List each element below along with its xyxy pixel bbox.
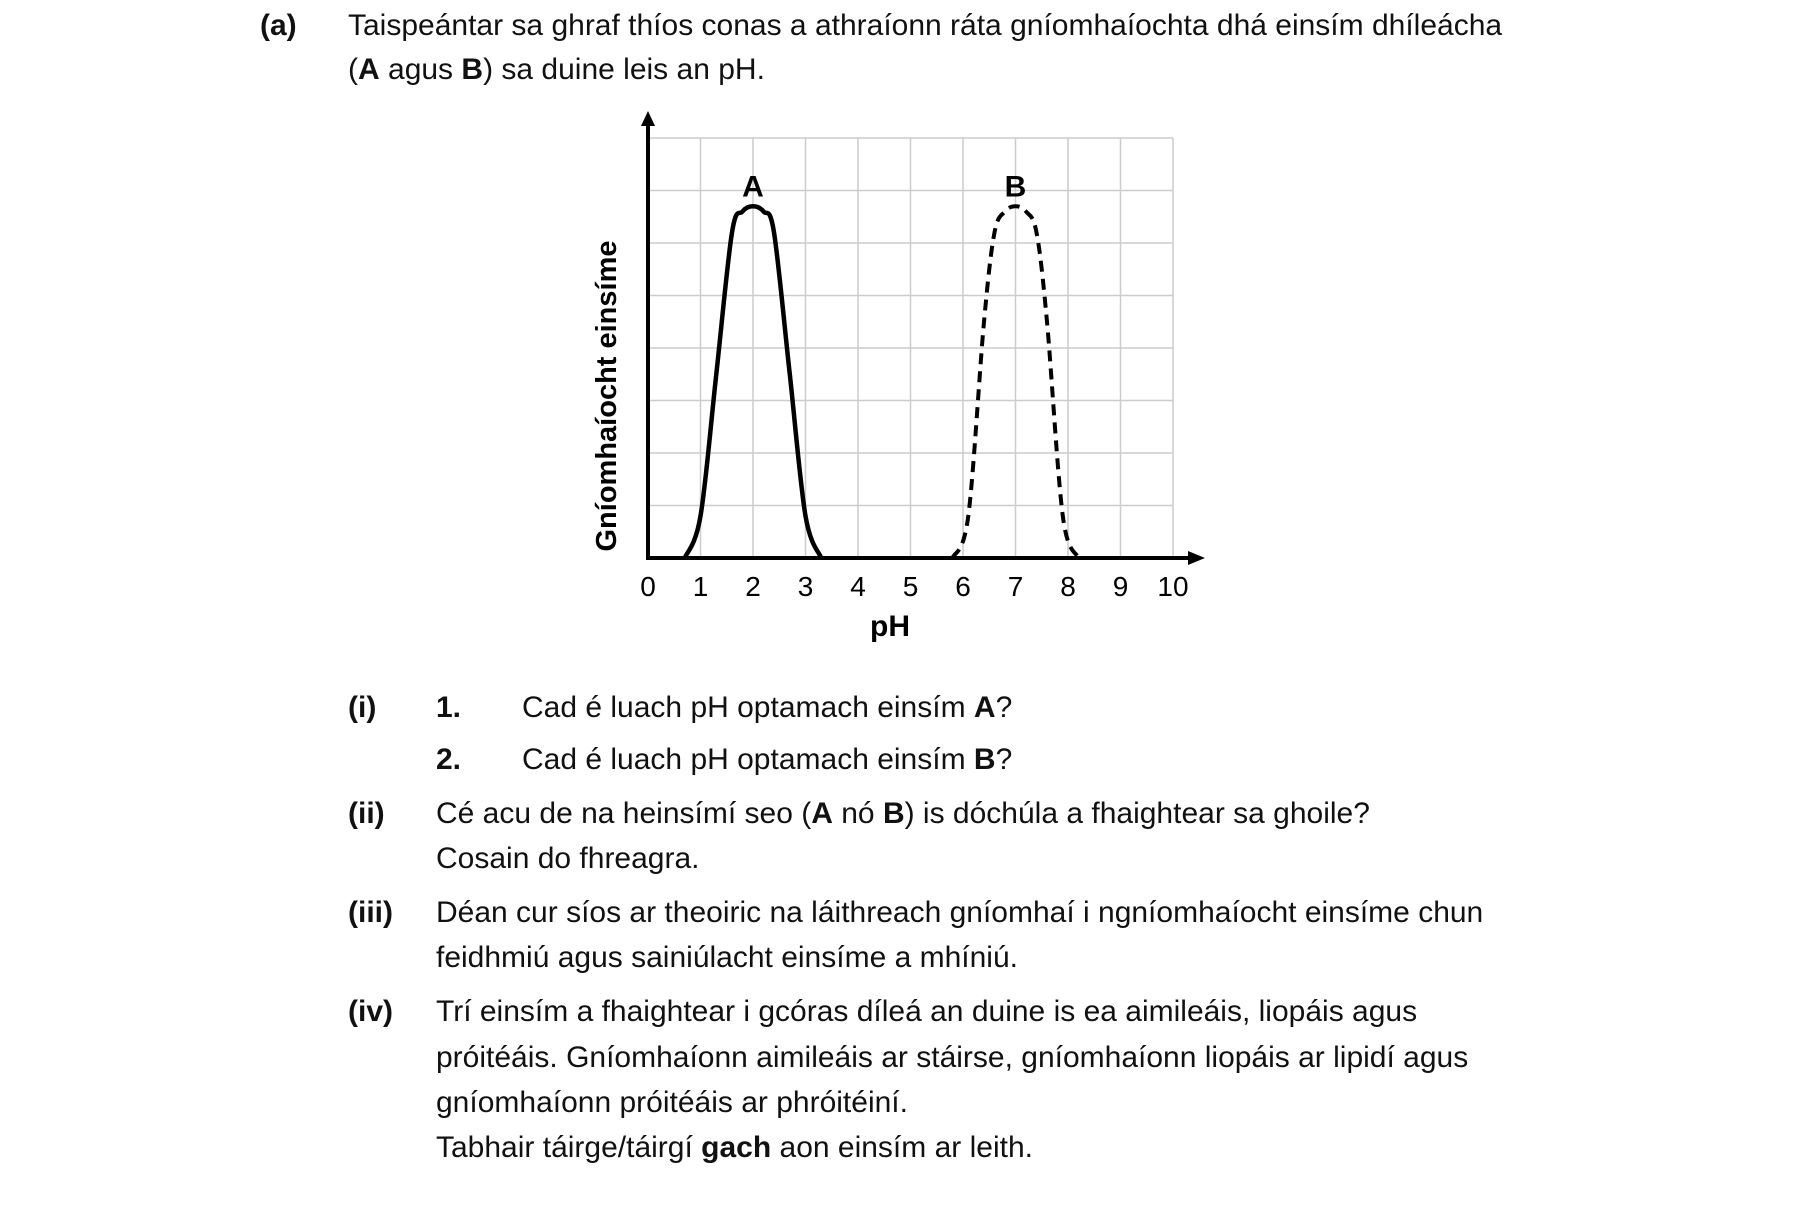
x-tick-label: 1	[692, 571, 709, 602]
question-i-2-number: 2.	[436, 743, 462, 776]
intro-line-1: Taispeántar sa ghraf thíos conas a athraíonn ráta gníomhaíochta dhá einsím dhíleácha	[348, 9, 1503, 42]
question-iv-line-4: Tabhair táirge/táirgí gach aon einsím ar leith.	[436, 1131, 1033, 1164]
x-tick-label: 6	[955, 571, 971, 602]
question-iv-line-2: próitéáis. Gníomhaíonn aimileáis ar stáirse, gníomhaíonn liopáis ar lipidí agus	[436, 1041, 1469, 1074]
x-tick-label: 8	[1060, 571, 1076, 602]
question-iv-line-3: gníomhaíonn próitéáis ar phróitéiní.	[436, 1086, 908, 1119]
question-iii-label: (iii)	[348, 896, 393, 929]
question-ii-line-2: Cosain do fhreagra.	[436, 842, 700, 875]
chart-grid	[648, 138, 1173, 558]
x-tick-label: 5	[902, 571, 919, 602]
x-tick-label: 3	[797, 571, 814, 602]
question-i-1-text: Cad é luach pH optamach einsím A?	[522, 691, 1013, 724]
y-axis-arrow	[641, 111, 655, 126]
question-iv-label: (iv)	[348, 995, 393, 1028]
x-tick-label: 2	[745, 571, 761, 602]
series-a-label: A	[742, 170, 764, 204]
intro-line-2: (A agus B) sa duine leis an pH.	[348, 53, 765, 86]
x-tick-label: 4	[850, 571, 866, 602]
question-i-2-text: Cad é luach pH optamach einsím B?	[522, 743, 1013, 776]
chart-labels	[742, 170, 1026, 203]
question-ii-label: (ii)	[348, 797, 385, 830]
part-label: (a)	[260, 9, 297, 42]
x-axis-arrow	[1188, 551, 1205, 565]
x-tick-label: 10	[1157, 571, 1189, 602]
question-iv-line-1: Trí einsím a fhaightear i gcóras díleá an duine is ea aimileáis, liopáis agus	[436, 995, 1418, 1028]
x-tick-label: 9	[1112, 571, 1129, 602]
question-i-label: (i)	[348, 691, 377, 724]
enzyme-activity-chart	[580, 106, 1220, 666]
series-b-label: B	[1004, 170, 1027, 204]
y-axis-label: Gníomhaíocht einsíme	[591, 240, 623, 552]
question-ii-line-1: Cé acu de na heinsímí seo (A nó B) is dóchúla a fhaightear sa ghoile?	[436, 797, 1370, 830]
x-axis-label: pH	[870, 610, 910, 643]
question-i-1-number: 1.	[436, 691, 462, 724]
x-tick-label: 0	[640, 571, 656, 602]
x-tick-labels	[640, 571, 1188, 602]
x-tick-label: 7	[1007, 571, 1024, 602]
question-iii-line-2: feidhmiú agus sainiúlacht einsíme a mhíniú.	[436, 941, 1018, 974]
question-iii-line-1: Déan cur síos ar theoiric na láithreach gníomhaí i ngníomhaíocht einsíme chun	[436, 896, 1484, 929]
